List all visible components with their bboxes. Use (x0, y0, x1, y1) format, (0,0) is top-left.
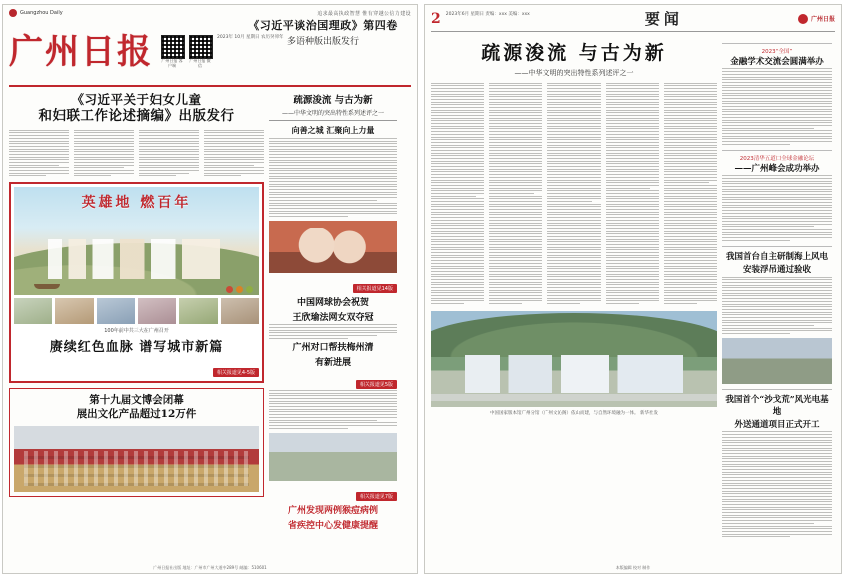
right-main-photo (431, 311, 717, 407)
qr-caption-wechat: 广州日报 微信 (189, 58, 211, 68)
rail-title-line2: 外送通道项目正式开工 (734, 420, 820, 430)
thumbnail (55, 298, 93, 324)
qr-caption-app: 广州日报 客户端 (161, 58, 183, 68)
right-rail (722, 38, 832, 539)
side-photo-city (269, 433, 397, 481)
right-page-footer: 本版编辑 校对 制作 (615, 565, 651, 570)
nameplate-zone (3, 21, 417, 83)
feature-photo-card (9, 182, 264, 383)
top-headline-line2: 多语种版出版发行 (286, 36, 359, 47)
section-title: 要闻 (644, 10, 683, 28)
side-divider (269, 120, 397, 121)
photo-campus-shape (465, 355, 682, 393)
right-header-rule (431, 31, 835, 32)
rail-title: 金融学术交流会圆满举办 (730, 57, 824, 67)
rail-title: ——广州峰会成功举办 (734, 163, 820, 174)
page-number: 2 (431, 10, 441, 27)
side-tag-a-row (269, 275, 397, 294)
rail-title-line2: 安装浮吊通过验收 (742, 265, 811, 276)
rail-text (722, 431, 832, 537)
photo-hillside-shape (431, 313, 717, 357)
side-story-a-title-line2: 王欣瑜法网女双夺冠 (292, 313, 374, 324)
right-header-meta: 2023年6月 星期日 责编：xxx 美编：xxx (445, 11, 530, 17)
right-page (424, 4, 842, 574)
rail-title-line1: 我国首台自主研制海上风电 (725, 251, 828, 262)
side-story-b-title-line1: 广州对口帮扶梅州清 (292, 342, 374, 353)
side-story-a-text (269, 324, 397, 338)
feature-photo-sky-title: 英雄地 燃百年 (81, 195, 192, 212)
boxed-story-photo (14, 426, 259, 492)
qr-row (161, 35, 283, 69)
thumbnail (179, 298, 217, 324)
lead-text-column (74, 130, 134, 178)
side-story-b-title-line2: 有新进展 (314, 357, 351, 368)
photo-boat-shape (34, 284, 60, 289)
side-headline: 疏源浚流 与古为新 (293, 95, 373, 106)
lead-text-column (204, 130, 264, 178)
right-story-columns (431, 83, 717, 306)
left-body (3, 89, 417, 532)
photo-fruit-shapes (226, 286, 253, 293)
side-tag-c-row (269, 483, 397, 502)
rail-item[interactable] (722, 246, 832, 384)
logo-icon (798, 14, 808, 24)
feature-thumbnail-strip (14, 298, 259, 324)
nameplate: 广州日报 (9, 32, 153, 72)
masthead-date: 2023年 10月 星期日 农历癸卯年 (217, 35, 284, 41)
rail-item[interactable] (722, 43, 832, 145)
side-subhead: ——中华文明的突出特性系列述评之一 (281, 110, 384, 117)
right-text-column (489, 83, 542, 306)
side-column (269, 92, 397, 532)
side-kicker: 向善之城 汇聚向上力量 (291, 125, 375, 135)
lead-column (9, 92, 264, 532)
index-tag[interactable]: 相关报道见14版 (353, 284, 397, 293)
left-page (2, 4, 418, 574)
side-tag-b-row (269, 371, 397, 390)
feature-photo-slogan: 赓续红色血脉 谱写城市新篇 (49, 340, 224, 356)
rail-item[interactable] (722, 389, 832, 537)
masthead-slogan: 追求最高执政智慧 惟有穿越公信力建设 (317, 10, 411, 17)
thumbnail (14, 298, 52, 324)
lead-title-line2: 和妇联工作论述摘编》出版发行 (38, 108, 235, 125)
qr-code-app-icon[interactable] (161, 35, 185, 59)
lead-title-line1: 《习近平关于妇女儿童 (71, 92, 202, 107)
boxed-story-title-line2: 展出文化产品超过12万件 (76, 408, 197, 421)
side-story-c-title-line1: 广州发现两例猴痘病例 (287, 505, 378, 516)
rail-title-line1: 我国首个“沙戈荒”风光电基地 (725, 395, 829, 417)
side-story-b-text (269, 390, 397, 429)
feature-photo (14, 187, 259, 295)
side-photo-sports (269, 221, 397, 273)
thumbnail (97, 298, 135, 324)
left-page-footer: 广州日报社出版 地址：广州市广州大道中289号 邮编：510601 (153, 565, 267, 570)
boxed-story-title-line1: 第十九届文博会闭幕 (89, 394, 184, 407)
lead-text-column (9, 130, 69, 178)
top-headline-line1: 《习近平谈治国理政》第四卷 (248, 19, 398, 32)
rail-kicker: 2023“全国” (761, 49, 793, 55)
side-story-a-title-line1: 中国网球协会祝贺 (296, 297, 369, 308)
rail-text (722, 175, 832, 241)
right-story-title: 疏源浚流 与古为新 (481, 42, 667, 64)
feature-index-tag-row (14, 359, 259, 378)
right-main-column (431, 38, 717, 539)
right-main (425, 34, 841, 539)
right-header-logo-text: 广州日报 (810, 16, 835, 23)
index-tag[interactable]: 相关报道见7版 (356, 492, 397, 501)
right-text-column (606, 83, 659, 306)
photo-buildings-shape (48, 239, 220, 279)
rail-kicker: 2023清华五道口全球金融论坛 (739, 155, 815, 162)
feature-photo-caption: 100年前中共三大在广州召开 (104, 328, 169, 335)
qr-code-wechat-icon[interactable] (189, 35, 213, 59)
lead-story-title (9, 92, 264, 126)
rail-text (722, 277, 832, 334)
lead-story-columns (9, 130, 264, 178)
right-photo-caption: 中国国家版本馆广州分馆（广州文沁阁）依山而建，与自然环境融为一体。 新华社发 (490, 410, 658, 416)
index-tag[interactable]: 相关报道见5版 (356, 380, 397, 389)
right-header-logo (798, 14, 835, 24)
masthead-rule (9, 85, 411, 87)
rail-photo (722, 338, 832, 384)
right-text-column (547, 83, 600, 306)
right-story-subtitle: ——中华文明的突出特性系列述评之一 (514, 68, 634, 77)
thumbnail (221, 298, 259, 324)
right-text-column (431, 83, 484, 306)
rail-text (722, 68, 832, 144)
lead-text-column (139, 130, 199, 178)
side-story-c-title-line2: 省疾控中心发健康提醒 (287, 520, 378, 531)
thumbnail (138, 298, 176, 324)
right-text-column (664, 83, 717, 306)
right-page-header (425, 5, 841, 29)
masthead-bar (3, 5, 417, 19)
boxed-story (9, 388, 264, 496)
side-text-block (269, 138, 397, 217)
rail-item[interactable] (722, 150, 832, 241)
nameplate-side (161, 35, 283, 69)
logo-icon (9, 9, 17, 17)
masthead-english-name: Guangzhou Daily (9, 9, 63, 17)
photo-road-shape (431, 394, 717, 401)
index-tag[interactable]: 相关报道见4-5版 (213, 368, 259, 377)
